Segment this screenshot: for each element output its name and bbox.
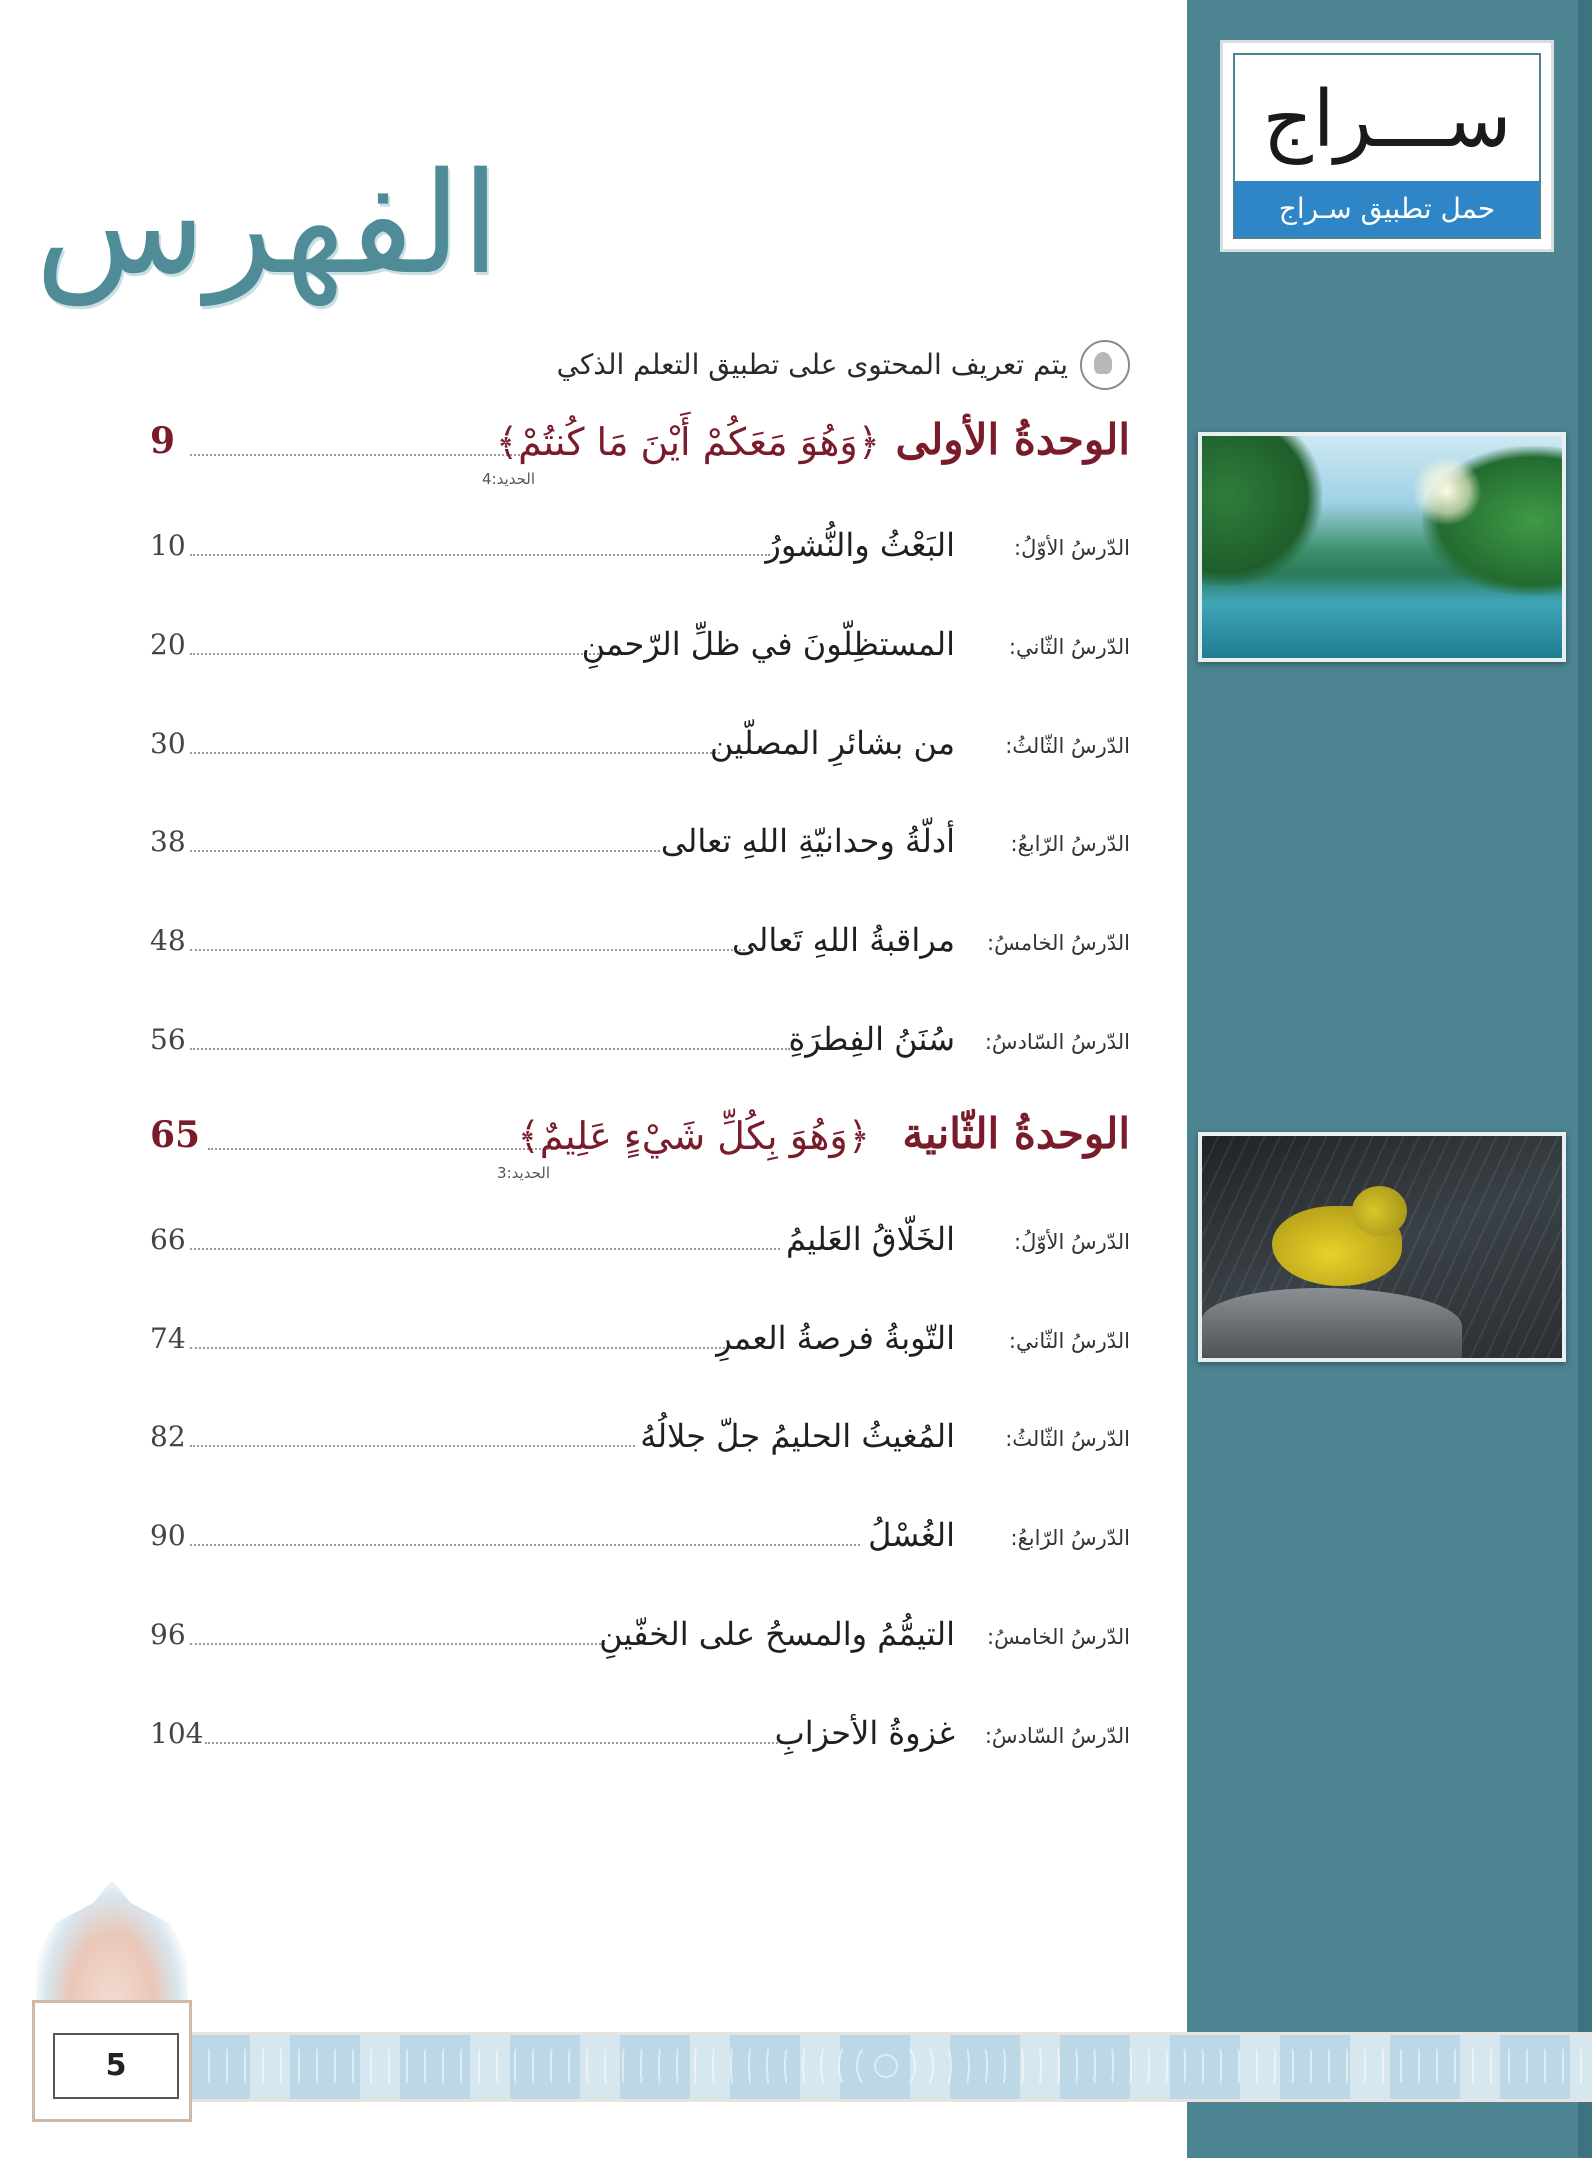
lesson-row[interactable]	[150, 806, 1130, 866]
page-title: الفهرس	[34, 143, 500, 306]
lesson-title: الغُسْلُ	[868, 1516, 955, 1554]
lesson-title: البَعْثُ والنُّشورُ	[765, 526, 955, 564]
lesson-label: الدّرسُ الرّابعُ:	[1010, 832, 1130, 856]
lake-photo-trees-left	[1202, 436, 1322, 586]
lesson-label: الدّرسُ الثّالثُ:	[1005, 1427, 1130, 1451]
lesson-label: الدّرسُ الأوّلُ:	[1014, 1230, 1130, 1254]
dotted-leader	[190, 454, 520, 456]
lesson-page-number: 74	[150, 1322, 186, 1355]
app-note	[480, 340, 1130, 390]
lesson-title: غزوةُ الأحزابِ	[774, 1714, 955, 1752]
dotted-leader	[190, 850, 660, 852]
unit-verse: ﴿وَهُوَ بِكُلِّ شَيْءٍ عَلِيمٌ﴾	[517, 1114, 870, 1158]
ornament-band	[180, 2032, 1592, 2102]
unit-row-2[interactable]	[150, 1104, 1130, 1182]
lesson-page-number: 104	[150, 1717, 204, 1750]
bird-photo-head	[1352, 1186, 1407, 1236]
dotted-leader	[190, 1248, 780, 1250]
lesson-title: التّوبةُ فرصةُ العمرِ	[716, 1319, 955, 1357]
dotted-leader	[208, 1148, 553, 1150]
lesson-row[interactable]	[150, 1204, 1130, 1264]
lesson-page-number: 38	[150, 825, 186, 858]
unit-row-1[interactable]	[150, 410, 1130, 488]
app-note-text: يتم تعريف المحتوى على تطبيق التعلم الذكي	[556, 348, 1068, 381]
brand-name: ســـراج	[1262, 75, 1512, 165]
dotted-leader	[190, 653, 610, 655]
lesson-label: الدّرسُ الخامسُ:	[987, 1625, 1130, 1649]
dotted-leader	[190, 554, 770, 556]
lesson-label: الدّرسُ الخامسُ:	[987, 931, 1130, 955]
lesson-title: أدلّةُ وحدانيّةِ اللهِ تعالى	[660, 822, 955, 860]
lesson-page-number: 30	[150, 727, 186, 760]
lesson-page-number: 20	[150, 628, 186, 661]
lesson-page-number: 90	[150, 1519, 186, 1552]
ornament-chain	[180, 2049, 1592, 2083]
dotted-leader	[190, 1544, 860, 1546]
unit-verse: ﴿وَهُوَ مَعَكُمْ أَيْنَ مَا كُنتُمْ﴾	[495, 420, 880, 464]
lesson-row[interactable]	[150, 708, 1130, 768]
emblem-icon	[1080, 340, 1130, 390]
lesson-page-number: 48	[150, 924, 186, 957]
lesson-row[interactable]	[150, 1500, 1130, 1560]
lesson-page-number: 10	[150, 529, 186, 562]
verse-reference: الحديد:4	[482, 470, 535, 488]
brand-card[interactable]	[1220, 40, 1554, 252]
lesson-row[interactable]	[150, 905, 1130, 965]
lesson-page-number: 82	[150, 1420, 186, 1453]
dotted-leader	[190, 752, 720, 754]
lesson-title: التيمُّمُ والمسحُ على الخفّينِ	[599, 1615, 955, 1653]
bird-photo	[1198, 1132, 1566, 1362]
lesson-title: المستظِلّونَ في ظلِّ الرّحمنِ	[581, 625, 955, 663]
page-number: 5	[53, 2033, 179, 2099]
unit-page-number: 9	[150, 420, 176, 462]
lake-photo	[1198, 432, 1566, 662]
dotted-leader	[190, 949, 745, 951]
side-band-shade	[1578, 0, 1592, 2158]
lesson-row[interactable]	[150, 1599, 1130, 1659]
lesson-label: الدّرسُ الرّابعُ:	[1010, 1526, 1130, 1550]
lesson-label: الدّرسُ الثّاني:	[1008, 1329, 1130, 1353]
unit-page-number: 65	[150, 1114, 201, 1156]
lesson-row[interactable]	[150, 1401, 1130, 1461]
side-band	[1187, 0, 1592, 2158]
lesson-page-number: 96	[150, 1618, 186, 1651]
lesson-title: المُغيثُ الحليمُ جلّ جلالُهُ	[640, 1417, 955, 1455]
lesson-page-number: 66	[150, 1223, 186, 1256]
lesson-title: الخَلّاقُ العَليمُ	[785, 1220, 955, 1258]
dotted-leader	[205, 1742, 785, 1744]
lesson-title: من بشائرِ المصلّين	[709, 724, 955, 762]
lesson-row[interactable]	[150, 1004, 1130, 1064]
brand-tagline[interactable]: حمل تطبيق سـراج	[1235, 181, 1539, 237]
lesson-title: مراقبةُ اللهِ تَعالى	[731, 921, 955, 959]
lesson-label: الدّرسُ الثّاني:	[1008, 635, 1130, 659]
verse-reference: الحديد:3	[497, 1164, 550, 1182]
page-number-box	[32, 2000, 192, 2122]
lesson-page-number: 56	[150, 1023, 186, 1056]
lesson-label: الدّرسُ الثّالثُ:	[1005, 734, 1130, 758]
ornament-arch	[36, 1880, 188, 2005]
dotted-leader	[190, 1445, 635, 1447]
dotted-leader	[190, 1048, 790, 1050]
dotted-leader	[190, 1347, 725, 1349]
dotted-leader	[190, 1643, 605, 1645]
unit-title: الوحدةُ الثّانية	[902, 1109, 1130, 1158]
lesson-row[interactable]	[150, 1303, 1130, 1363]
lesson-label: الدّرسُ السّادسُ:	[984, 1030, 1130, 1054]
lake-photo-sun	[1412, 456, 1482, 526]
lesson-label: الدّرسُ السّادسُ:	[984, 1724, 1130, 1748]
lesson-label: الدّرسُ الأوّلُ:	[1014, 536, 1130, 560]
lesson-row[interactable]	[150, 510, 1130, 570]
unit-title: الوحدةُ الأولى	[895, 415, 1130, 464]
lesson-row[interactable]	[150, 609, 1130, 669]
lesson-title: سُنَنُ الفِطرَةِ	[788, 1020, 955, 1058]
lesson-row[interactable]	[150, 1698, 1130, 1758]
brand-card-frame	[1233, 53, 1541, 239]
